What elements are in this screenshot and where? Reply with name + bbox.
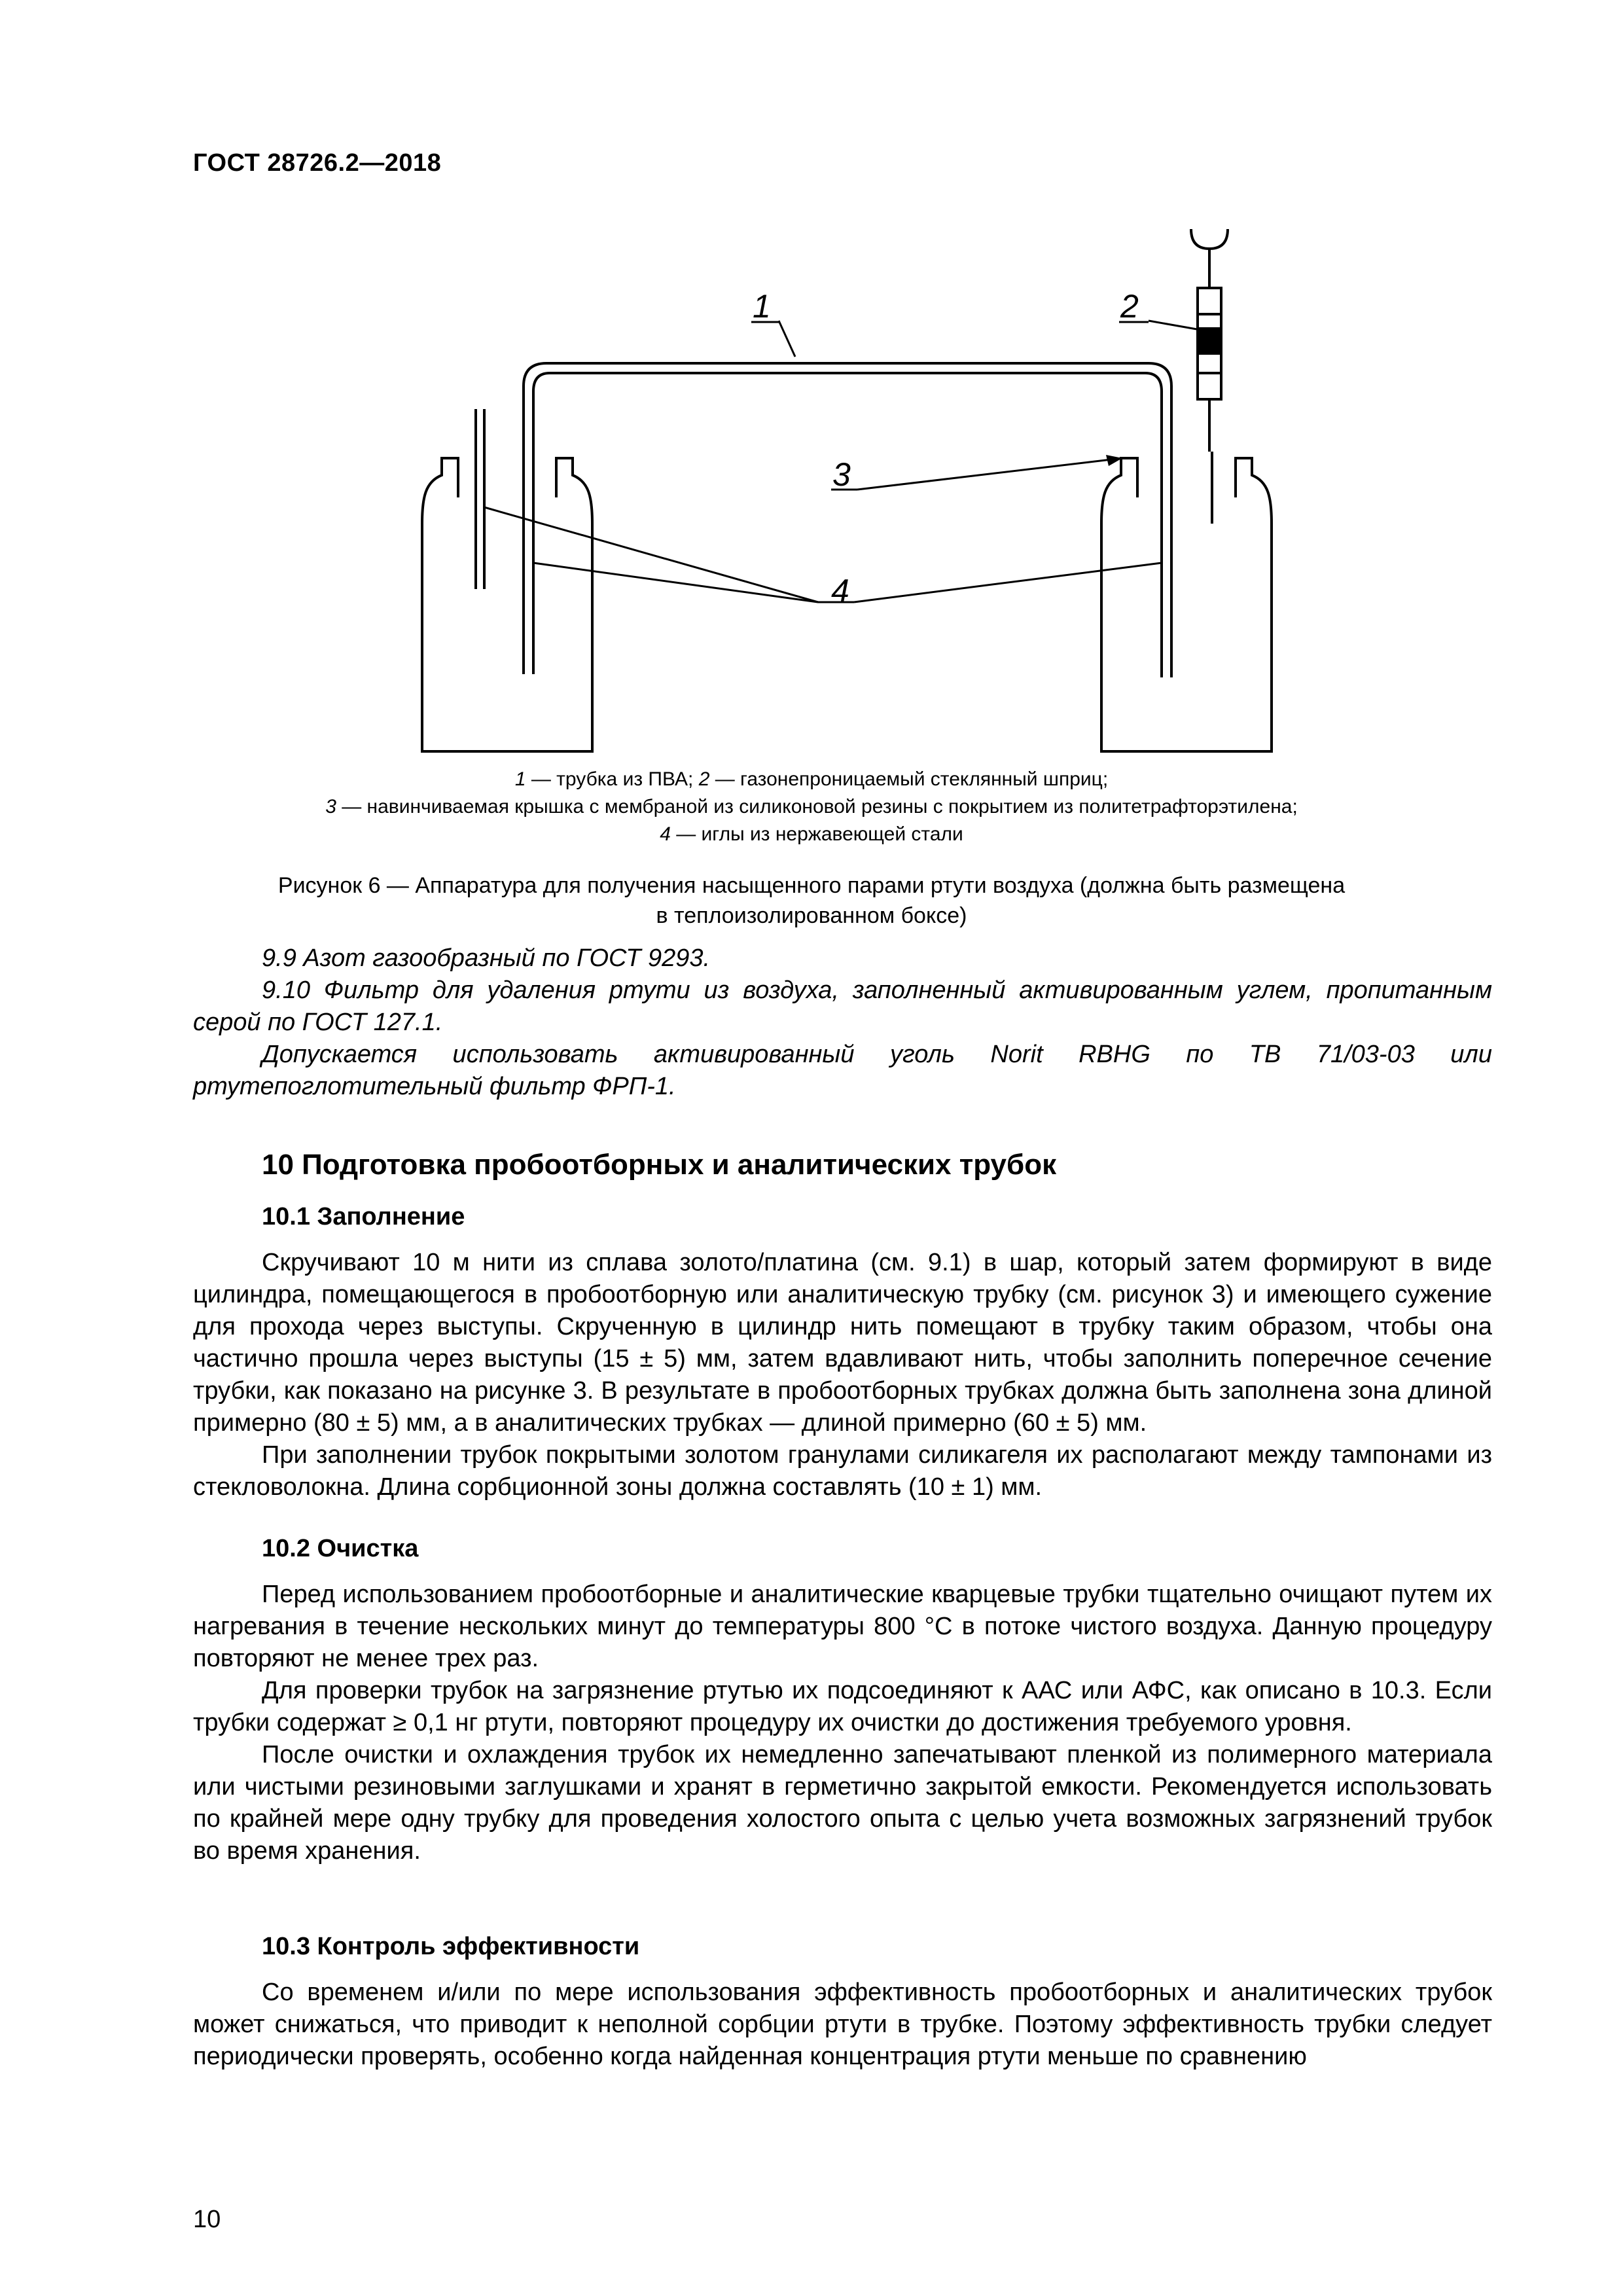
section-10-title: 10 Подготовка пробоотборных и аналитических трубок (262, 1149, 1057, 1181)
figure-caption: Рисунок 6 — Аппаратура для получения насыщенного парами ртути воздуха (должна быть размещена в теплоизолированном боксе) (277, 873, 1346, 928)
left-short-needle (476, 409, 484, 589)
legend-line: 1 — трубка из ПВА; 2 — газонепроницаемый стеклянный шприц; (514, 768, 1109, 790)
subsection-10-1-title: 10.1 Заполнение (262, 1203, 465, 1230)
right-bottle (1101, 458, 1272, 751)
syringe-hook (1191, 229, 1228, 249)
item-9-9: 9.9 Азот газообразный по ГОСТ 9293. (262, 944, 711, 972)
legend-line: 4 — иглы из нержавеющей стали (660, 823, 963, 845)
callout-4: 4 (831, 573, 849, 609)
subsection-10-2-title: 10.2 Очистка (262, 1535, 419, 1562)
callout-3: 3 (832, 456, 851, 493)
pva-tube (524, 363, 1171, 677)
item-9-10: 9.10 Фильтр для удаления ртути из воздуха, заполненный активированным углем, пропитанным серой по ГОСТ 127.1. (193, 977, 1492, 1036)
figure-legend (196, 766, 1427, 848)
section-9-items (193, 942, 1492, 1103)
apparatus-figure (0, 0, 1623, 844)
callout-1: 1 (753, 288, 771, 325)
subsection-10-2-text: Перед использованием пробоотборные и аналитические кварцевые трубки тщательно очищают путем их нагревания в течение нескольких минут до температуры 800 °C в потоке чистого воздуха. Данную процедуру повторяют не менее трех раз. Для проверки трубок на загрязнение ртутью их подсоединяют к ААС или АФС, как описано в 10.3. Если трубки содержат ≥ 0,1 нг ртути, повторяют процедуру их очистки до достижения требуемого уровня. После очистки и охлаждения трубок их немедленно запечатывают пленкой из полимерного материала или чистыми резиновыми заглушками и хранят в герметично закрытой емкости. Рекомендуется использовать по крайней мере одну трубку для проведения холостого опыта с целью учета возможных загрязнений трубок во время хранения. (193, 1581, 1492, 1865)
subsection-10-3-text: Со временем и/или по мере использования эффективность пробоотборных и аналитических трубок может снижаться, что приводит к неполной сорбции ртути в трубке. Поэтому эффективность трубки следует периодически проверять, особенно когда найденная концентрация ртути меньше по сравнению (193, 1979, 1492, 2070)
callout-2: 2 (1120, 288, 1139, 325)
document-header: ГОСТ 28726.2—2018 (193, 149, 442, 177)
subsection-10-1-text: Скручивают 10 м нити из сплава золото/платина (см. 9.1) в шар, который затем формируют в виде цилиндра, помещающегося в пробоотборную или аналитическую трубку (см. рисунок 3) и имеющего сужение для прохода через выступы. Скрученную в цилиндр нить помещают в трубку таким образом, чтобы она частично прошла через выступы (15 ± 5) мм, затем вдавливают нить, чтобы заполнить поперечное сечение трубки, как показано на рисунке 3. В результате в пробоотборных трубках должна быть заполнена зона длиной примерно (80 ± 5) мм, а в аналитических трубках — длиной примерно (60 ± 5) мм. При заполнении трубок покрытыми золотом гранулами силикагеля их располагают между тампонами из стекловолокна. Длина сорбционной зоны должна составлять (10 ± 1) мм. (193, 1249, 1492, 1501)
item-9-10-note: Допускается использовать активированный уголь Norit RBHG по ТВ 71/03-03 или ртутепоглотительный фильтр ФРП-1. (193, 1041, 1492, 1100)
left-bottle (422, 458, 592, 751)
subsection-10-3-title: 10.3 Контроль эффективности (262, 1933, 640, 1960)
legend-line: 3 — навинчиваемая крышка с мембраной из силиконовой резины с покрытием из политетрафторэтилена; (325, 796, 1298, 817)
page-number: 10 (193, 2206, 221, 2233)
